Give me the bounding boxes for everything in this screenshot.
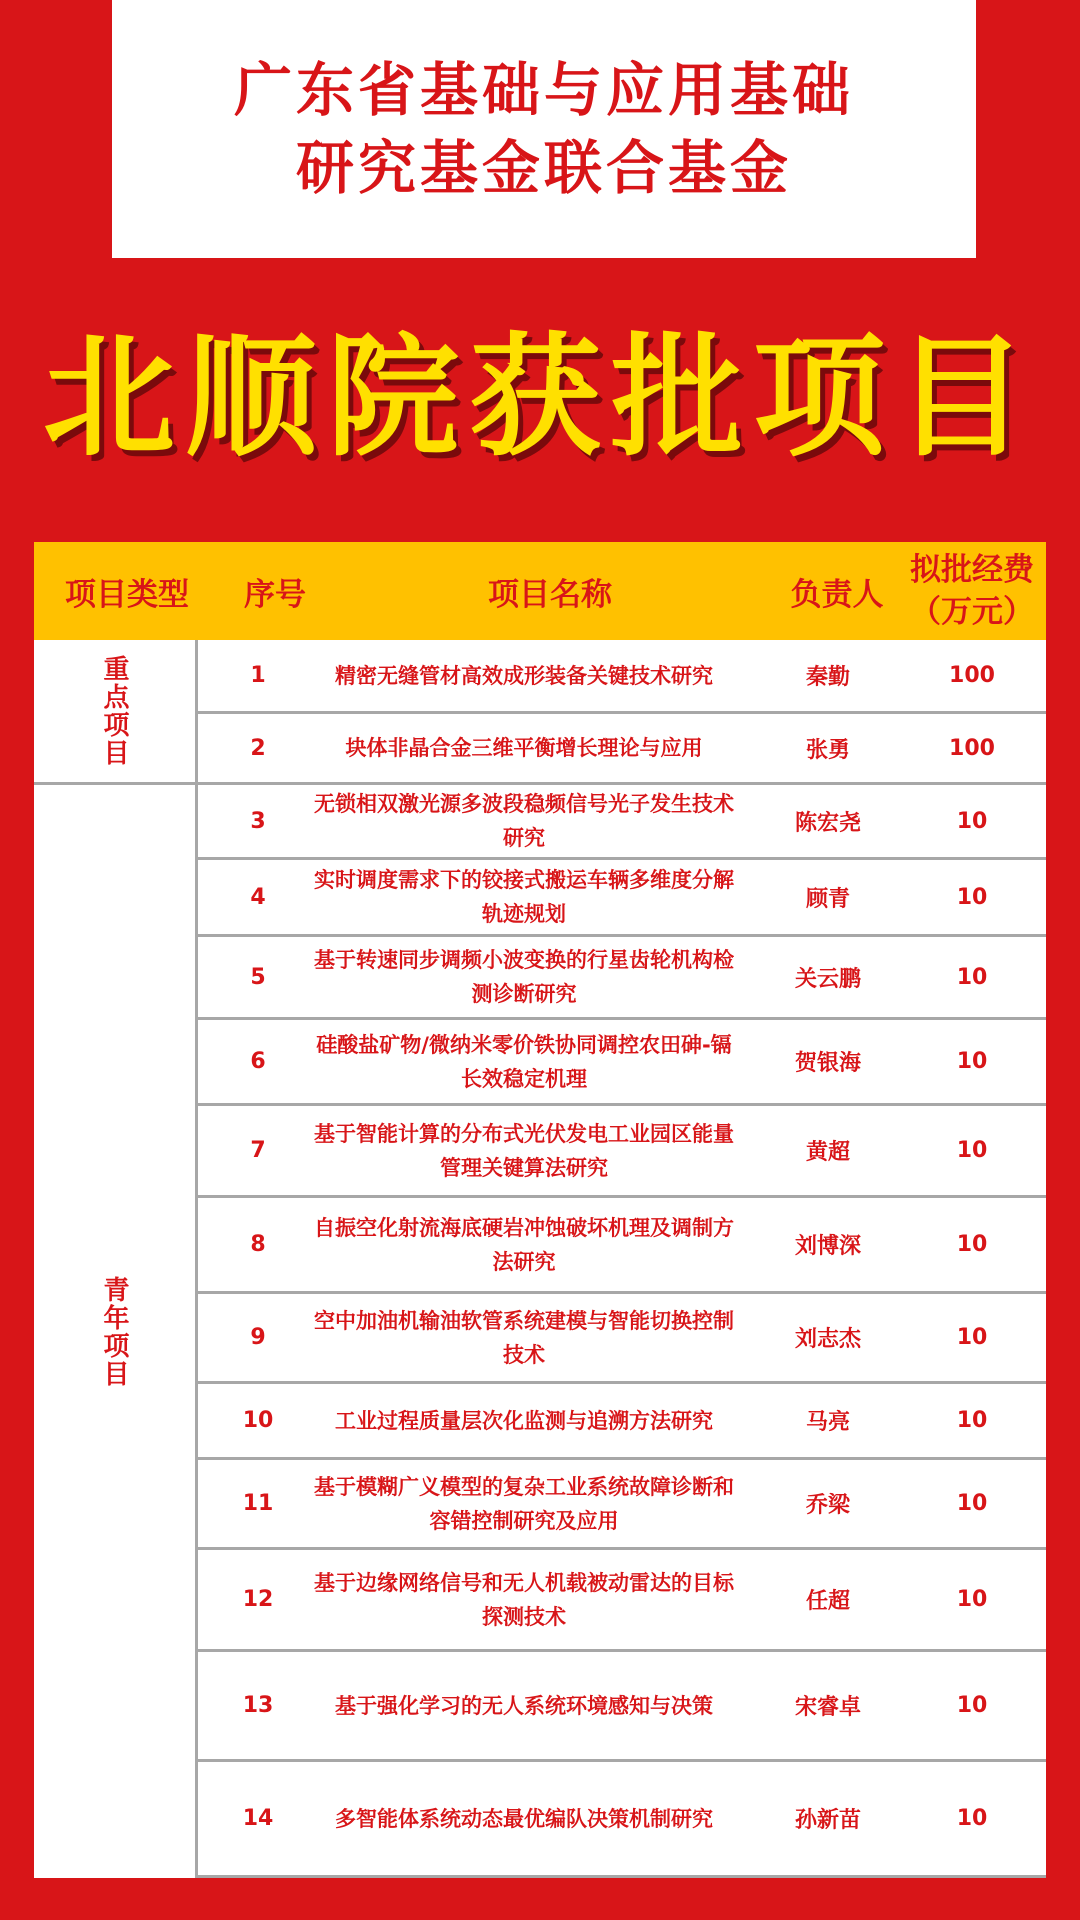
project-fee: 10 xyxy=(956,1138,988,1163)
col-no-header: 序号 xyxy=(244,576,306,613)
header-line-2: 研究基金联合基金 xyxy=(295,134,792,202)
row-number: 6 xyxy=(250,1049,266,1074)
project-leader: 关云鹏 xyxy=(794,966,861,992)
col-fee-label: 拟批经费 xyxy=(910,552,1034,588)
project-name: 基于智能计算的分布式光伏发电工业园区能量管理关键算法研究 xyxy=(314,1121,734,1180)
header-line-1: 广东省基础与应用基础 xyxy=(233,56,854,124)
col-type-header: 项目类型 xyxy=(65,576,189,613)
project-leader: 秦勤 xyxy=(805,665,850,690)
table-row xyxy=(198,640,1046,714)
project-leader: 贺银海 xyxy=(794,1051,861,1076)
project-fee: 10 xyxy=(956,964,988,990)
project-name: 工业过程质量层次化监测与追溯方法研究 xyxy=(335,1408,713,1433)
project-fee: 10 xyxy=(956,1049,988,1074)
col-fee-unit: （万元） xyxy=(910,594,1034,630)
table-header xyxy=(34,542,1046,640)
project-fee: 10 xyxy=(956,1806,988,1831)
table-row xyxy=(198,1652,1046,1762)
table-row xyxy=(198,1020,1046,1106)
row-number: 1 xyxy=(250,663,266,688)
project-name: 自振空化射流海底硬岩冲蚀破坏机理及调制方法研究 xyxy=(314,1215,734,1274)
row-number: 8 xyxy=(250,1232,266,1257)
col-leader-header: 负责人 xyxy=(790,576,884,613)
table-row xyxy=(198,860,1046,937)
table-row xyxy=(198,937,1046,1020)
row-number: 11 xyxy=(242,1491,274,1516)
project-name: 基于模糊广义模型的复杂工业系统故障诊断和容错控制研究及应用 xyxy=(314,1474,734,1533)
row-number: 4 xyxy=(250,884,266,910)
col-name-header: 项目名称 xyxy=(488,576,612,613)
header-card xyxy=(112,0,976,258)
row-number: 12 xyxy=(242,1587,274,1612)
category-cell xyxy=(34,640,198,785)
category-label: 青年项目 xyxy=(99,1275,129,1388)
row-number: 13 xyxy=(242,1693,274,1718)
row-number: 3 xyxy=(250,808,266,834)
project-name: 实时调度需求下的铰接式搬运车辆多维度分解轨迹规划 xyxy=(314,868,734,926)
project-name: 块体非晶合金三维平衡增长理论与应用 xyxy=(345,736,703,760)
project-fee: 10 xyxy=(956,808,988,834)
project-fee: 10 xyxy=(956,1325,988,1350)
project-fee: 100 xyxy=(949,663,995,688)
project-fee: 10 xyxy=(956,1232,988,1257)
project-name: 精密无缝管材高效成形装备关键技术研究 xyxy=(335,663,713,688)
table-row xyxy=(198,1460,1046,1550)
row-number: 9 xyxy=(250,1325,266,1350)
project-leader: 顾青 xyxy=(805,886,850,912)
project-fee: 10 xyxy=(956,1587,988,1612)
table-row xyxy=(198,1294,1046,1384)
table-row xyxy=(198,1198,1046,1294)
project-table xyxy=(34,542,1046,1878)
project-leader: 刘志杰 xyxy=(794,1327,861,1352)
table-row xyxy=(198,785,1046,860)
table-row xyxy=(198,714,1046,785)
row-number: 2 xyxy=(250,735,266,761)
project-name: 基于强化学习的无人系统环境感知与决策 xyxy=(335,1693,713,1718)
table-row xyxy=(198,1384,1046,1460)
table-row xyxy=(198,1550,1046,1652)
project-name: 空中加油机输油软管系统建模与智能切换控制技术 xyxy=(314,1308,734,1367)
project-leader: 陈宏尧 xyxy=(794,810,861,836)
table-row xyxy=(198,1106,1046,1198)
project-fee: 10 xyxy=(956,1491,988,1516)
col-fee-header xyxy=(898,542,1046,640)
row-number: 14 xyxy=(242,1806,274,1831)
project-name: 多智能体系统动态最优编队决策机制研究 xyxy=(335,1806,713,1831)
project-fee: 10 xyxy=(956,1408,988,1433)
row-number: 10 xyxy=(242,1408,274,1433)
project-name: 硅酸盐矿物/微纳米零价铁协同调控农田砷-镉长效稳定机理 xyxy=(316,1032,732,1091)
category-label: 重点项目 xyxy=(99,655,129,767)
project-leader: 宋睿卓 xyxy=(794,1695,861,1720)
project-leader: 张勇 xyxy=(805,737,850,763)
project-fee: 10 xyxy=(956,1693,988,1718)
project-name: 无锁相双激光源多波段稳频信号光子发生技术研究 xyxy=(314,792,734,850)
project-leader: 黄超 xyxy=(805,1140,850,1165)
row-number: 5 xyxy=(250,964,266,990)
project-fee: 100 xyxy=(949,735,995,761)
project-leader: 孙新苗 xyxy=(794,1808,861,1833)
page-title: 北顺院获批项目 xyxy=(43,321,1037,475)
project-name: 基于转速同步调频小波变换的行星齿轮机构检测诊断研究 xyxy=(314,948,734,1006)
row-number: 7 xyxy=(250,1138,266,1163)
table-row xyxy=(198,1762,1046,1878)
project-fee: 10 xyxy=(956,884,988,910)
category-cell xyxy=(34,785,198,1878)
project-leader: 马亮 xyxy=(805,1410,850,1435)
project-leader: 刘博深 xyxy=(794,1234,861,1259)
project-name: 基于边缘网络信号和无人机载被动雷达的目标探测技术 xyxy=(314,1570,734,1629)
project-leader: 任超 xyxy=(805,1589,850,1614)
project-leader: 乔梁 xyxy=(805,1493,850,1518)
